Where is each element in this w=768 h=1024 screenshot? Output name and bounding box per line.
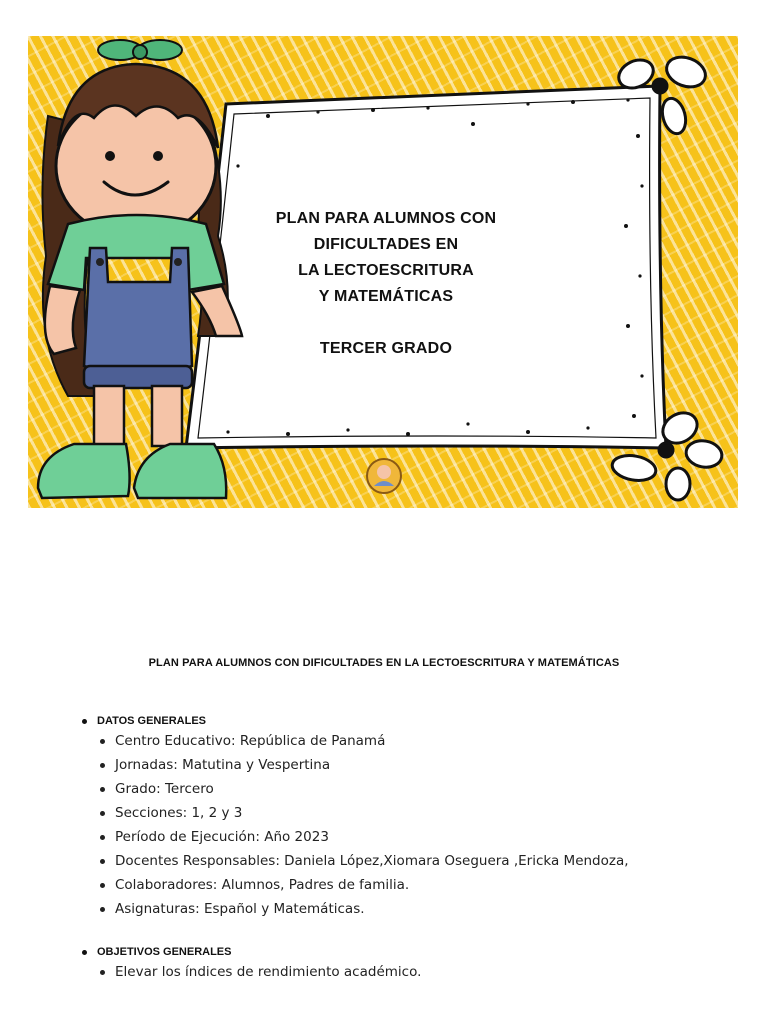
- bullet-icon: [100, 787, 105, 792]
- bullet-icon: [82, 950, 87, 955]
- list-item-text: Secciones: 1, 2 y 3: [115, 805, 243, 821]
- datos-generales-list: [82, 729, 629, 921]
- list-item-text: Período de Ejecución: Año 2023: [115, 829, 329, 845]
- bullet-icon: [100, 811, 105, 816]
- bullet-icon: [100, 739, 105, 744]
- bullet-icon: [100, 763, 105, 768]
- list-item: [100, 849, 629, 873]
- bullet-icon: [100, 883, 105, 888]
- list-item-text: Asignaturas: Español y Matemáticas.: [115, 901, 365, 917]
- list-item-text: Centro Educativo: República de Panamá: [115, 733, 386, 749]
- cover-title-line: DIFICULTADES EN: [313, 236, 459, 253]
- list-item-text: Jornadas: Matutina y Vespertina: [115, 757, 331, 773]
- section-heading-text: OBJETIVOS GENERALES: [97, 946, 232, 958]
- section-heading: [82, 713, 629, 729]
- cover-grade: TERCER GRADO: [319, 340, 453, 357]
- section-objetivos-generales: [82, 944, 421, 984]
- section-datos-generales: [82, 713, 629, 921]
- objetivos-generales-list: [82, 960, 421, 984]
- bullet-icon: [100, 835, 105, 840]
- list-item-text: Grado: Tercero: [115, 781, 214, 797]
- list-item: [100, 897, 629, 921]
- list-item: [100, 777, 629, 801]
- list-item: [100, 960, 421, 984]
- list-item-text: Docentes Responsables: Daniela López,Xiomara Oseguera ,Ericka Mendoza,: [115, 853, 629, 869]
- cover-banner: [28, 36, 738, 508]
- bullet-icon: [100, 907, 105, 912]
- bullet-icon: [100, 970, 105, 975]
- list-item-text: Elevar los índices de rendimiento académico.: [115, 964, 422, 980]
- list-item: [100, 729, 629, 753]
- cover-title: [218, 206, 554, 362]
- watermark-logo: [367, 459, 401, 493]
- cover-title-line: PLAN PARA ALUMNOS CON: [275, 210, 497, 227]
- cover-title-line: LA LECTOESCRITURA: [298, 262, 474, 279]
- document-title: PLAN PARA ALUMNOS CON DIFICULTADES EN LA LECTOESCRITURA Y MATEMÁTICAS: [148, 657, 620, 669]
- list-item: [100, 873, 629, 897]
- section-heading: [82, 944, 421, 960]
- bullet-icon: [82, 719, 87, 724]
- bullet-icon: [100, 859, 105, 864]
- section-heading-text: DATOS GENERALES: [97, 715, 206, 727]
- cover-title-line: Y MATEMÁTICAS: [318, 288, 454, 305]
- list-item-text: Colaboradores: Alumnos, Padres de familia.: [115, 877, 410, 893]
- list-item: [100, 753, 629, 777]
- list-item: [100, 825, 629, 849]
- list-item: [100, 801, 629, 825]
